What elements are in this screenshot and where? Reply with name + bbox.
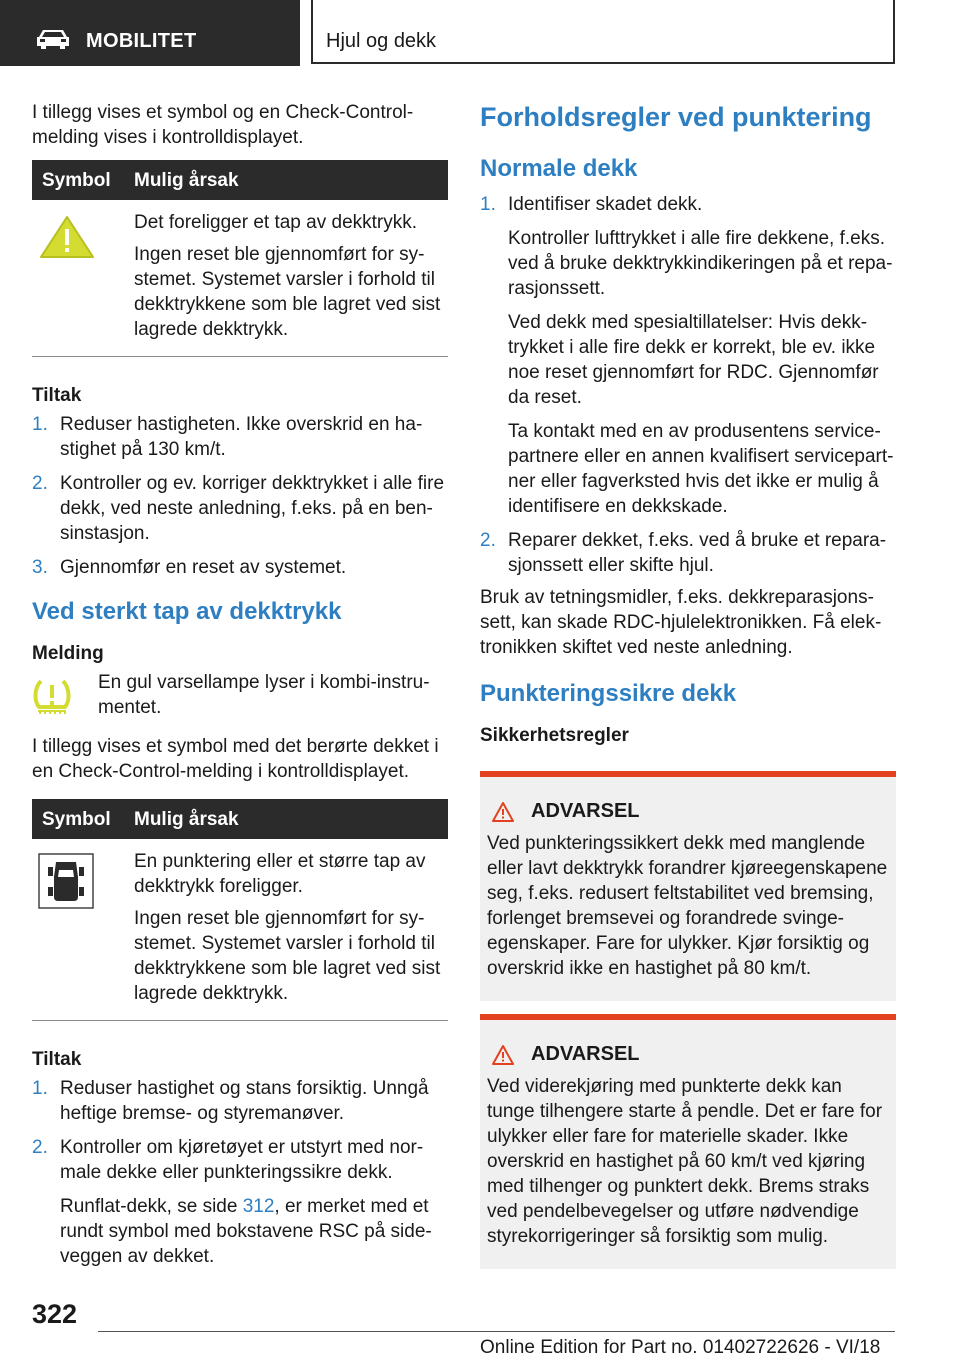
warning-box-1 bbox=[480, 771, 896, 1001]
tiltak-2-list bbox=[32, 1076, 448, 1269]
table2-cause-1: En punktering eller et større tap av dekktrykk foreligger. bbox=[134, 851, 426, 897]
melding-row bbox=[32, 670, 448, 723]
sealant-paragraph: Bruk av tetningsmidler, f.eks. dekkreparasjonssett, kan skade RDC-hjulelektronikken. Få elektronikken skiftet ved neste anledning. bbox=[480, 587, 882, 658]
list-item: 2. Reparer dekket, f.eks. ved å bruke et reparasjonssett eller skifte hjul. bbox=[480, 530, 887, 576]
car-icon bbox=[36, 28, 70, 50]
tire-pressure-warning-icon bbox=[32, 676, 72, 716]
table1-header-cause: Mulig årsak bbox=[134, 160, 448, 200]
symbol-table-1 bbox=[32, 160, 448, 357]
list-item: 1. Reduser hastighet og stans forsiktig. Unngå heftige bremse- og styremanøver. bbox=[32, 1078, 429, 1124]
page-header bbox=[0, 0, 960, 66]
tiltak-1-title: Tiltak bbox=[32, 385, 82, 406]
melding-title: Melding bbox=[32, 643, 104, 664]
warning-triangle-icon bbox=[491, 1044, 515, 1066]
melding-icon-cell bbox=[32, 670, 98, 723]
warning-triangle-icon bbox=[491, 801, 515, 823]
symbol-table-2 bbox=[32, 799, 448, 1021]
footer-rule bbox=[98, 1331, 895, 1332]
chapter-label: Hjul og dekk bbox=[326, 30, 437, 52]
section-tab bbox=[0, 0, 300, 66]
tiltak-1-list bbox=[32, 412, 448, 580]
list-item: 1. Identifiser skadet dekk. Kontroller lufttrykket i alle fire dekkene, f.eks. ved å bruke dekktrykkindikeringen på et reparasjonssett. Ved dekk med spesialtillatelser: Hvis dekktrykket i alle fire dekk er korrekt, ble ev. ikke noe reset gjennomført for RDC. Gjennomfør da reset. Ta kontakt med en av produsentens servicepartnere eller en annen kvalifisert servicepartner eller fagverksted hvis det ikke er mulig å identifisere en dekkskade. bbox=[480, 194, 894, 517]
table2-header-symbol: Symbol bbox=[32, 799, 134, 839]
table2-header-cause: Mulig årsak bbox=[134, 799, 448, 839]
table1-symbol-cell bbox=[32, 200, 134, 357]
heading-normal-tires: Normale dekk bbox=[480, 155, 638, 182]
car-tire-damage-icon bbox=[38, 853, 94, 909]
intro-text-1: I tillegg vises et symbol og en Check-Control-melding vises i kontrolldisplayet. bbox=[32, 102, 414, 148]
heading-runflat: Punkteringssikre dekk bbox=[480, 680, 737, 707]
edition-text: Online Edition for Part no. 01402722626 - VI/18 bbox=[480, 1337, 881, 1358]
page-reference-link[interactable]: 312 bbox=[242, 1196, 275, 1217]
heading-puncture: Forholdsregler ved punktering bbox=[480, 102, 872, 132]
heading-safety-rules: Sikkerhetsregler bbox=[480, 725, 629, 746]
table1-cause-cell bbox=[134, 200, 448, 357]
yellow-warning-triangle-icon bbox=[38, 214, 96, 260]
table2-symbol-cell bbox=[32, 839, 134, 1021]
puncture-steps bbox=[480, 192, 896, 578]
table1-cause-1: Det foreligger et tap av dekktrykk. bbox=[134, 212, 418, 233]
list-item: 2. Kontroller og ev. korriger dekktrykket i alle fire dekk, ved neste anledning, f.eks. på en bensinstasjon. bbox=[32, 473, 445, 544]
warning-box-2 bbox=[480, 1014, 896, 1269]
warning-2-head bbox=[487, 1042, 888, 1067]
table2-cause-2: Ingen reset ble gjennomført for systemet. Systemet varsler i forhold til dekktrykkene som ble lagret ved sist lagrede dekktrykk. bbox=[134, 908, 441, 1004]
table1-cause-2: Ingen reset ble gjennomført for systemet. Systemet varsler i forhold til dekktrykkene som ble lagret ved sist lagrede dekktrykk. bbox=[134, 244, 441, 340]
warning-1-head bbox=[487, 799, 888, 824]
chapter-box bbox=[311, 0, 895, 64]
list-item: 2. Kontroller om kjøretøyet er utstyrt med normale dekke eller punkteringssikre dekk. Runflat-dekk, se side 312, er merket med et rundt symbol med bokstavene RSC på sideveggen av dekket. bbox=[32, 1135, 448, 1269]
list-item: 1. Reduser hastigheten. Ikke overskrid en hastighet på 130 km/t. bbox=[32, 414, 423, 460]
list-item: 3. Gjennomfør en reset av systemet. bbox=[32, 557, 347, 578]
left-column bbox=[32, 100, 448, 1278]
table2-cause-cell bbox=[134, 839, 448, 1021]
warning-2-text: Ved viderekjøring med punkterte dekk kan tunge tilhengere starte å pendle. Det er fare for ulykker eller fare for materielle skader. Ikke overskrid en hastighet på 60 km/t ved kjøring med tilhenger og punktert dekk. Brems straks ved pendelbevegelser og utføre nødvendige styrekorrigeringer så forsiktig som mulig. bbox=[487, 1076, 883, 1247]
section-label: MOBILITET bbox=[86, 30, 197, 52]
warning-1-text: Ved punkteringssikkert dekk med manglende eller lavt dekktrykk forandrer kjøreegenskapene seg, f.eks. redusert feltstabilitet ved bremsing, forlenget bremsevei og forandrede svingeegenskaper. Fare for ulykker. Kjør forsiktig og overskrid ikke en hastighet på 80 km/t. bbox=[487, 833, 888, 979]
intro-text-2: I tillegg vises et symbol med det berørte dekket i en Check-Control-melding i kontrolldisplayet. bbox=[32, 736, 439, 782]
melding-text: En gul varsellampe lyser i kombi-instrumentet. bbox=[98, 672, 430, 718]
right-column bbox=[480, 100, 896, 1269]
page-number: 322 bbox=[32, 1299, 78, 1329]
warning-2-title: ADVARSEL bbox=[531, 1043, 640, 1065]
warning-1-title: ADVARSEL bbox=[531, 800, 640, 822]
tiltak-2-title: Tiltak bbox=[32, 1049, 82, 1070]
table1-header-symbol: Symbol bbox=[32, 160, 134, 200]
runflat-note: Runflat-dekk, se side 312, er merket med et rundt symbol med bokstavene RSC på sideveggen av dekket. bbox=[60, 1196, 432, 1267]
heading-severe-loss: Ved sterkt tap av dekktrykk bbox=[32, 598, 342, 625]
